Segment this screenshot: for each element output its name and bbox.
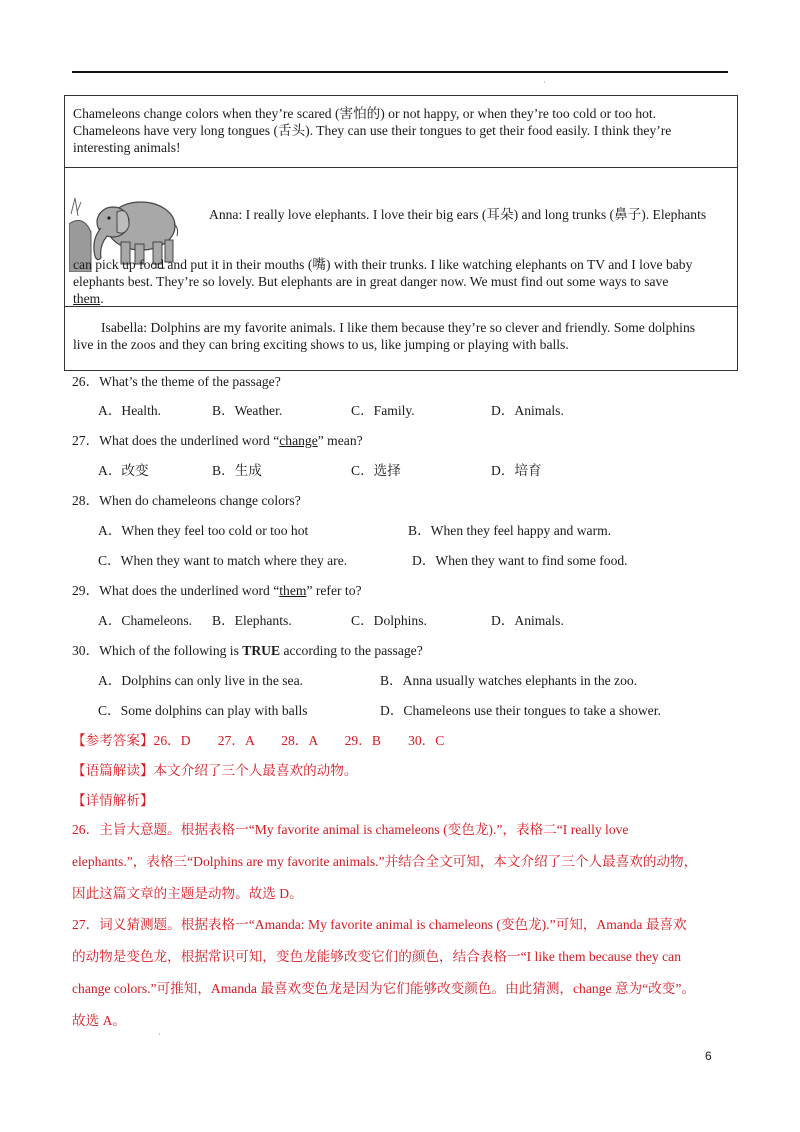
question-27	[72, 432, 363, 449]
option-26-a[interactable]: A．Health.	[98, 403, 162, 418]
bold-word-true: TRUE	[242, 643, 281, 658]
option-29-a[interactable]: A．Chameleons.	[98, 613, 193, 628]
reference-answers: 【参考答案】26．D 27．A 28．A 29．B 30．C	[72, 733, 445, 748]
passage-line: elephants best. They’re so lovely. But elephants are in great danger now. We must find out some ways to save	[73, 274, 669, 289]
option-26-d[interactable]: D．Animals.	[491, 403, 564, 418]
passage-line: Chameleons have very long tongues (舌头). They can use their tongues to get their food easily. I think they’re	[73, 123, 672, 138]
option-28-b[interactable]: B．When they feel happy and warm.	[408, 523, 612, 538]
passage-line: Anna: I really love elephants. I love their big ears (耳朵) and long trunks (鼻子). Elephants	[209, 207, 707, 222]
passage-line	[73, 319, 729, 336]
option-30-d[interactable]: D．Chameleons use their tongues to take a shower.	[380, 703, 661, 718]
question-30	[72, 642, 423, 659]
option-30-b[interactable]: B．Anna usually watches elephants in the zoo.	[380, 673, 638, 688]
passage-cell-dolphins	[65, 306, 737, 370]
passage-line: Chameleons change colors when they’re scared (害怕的) or not happy, or when they’re too cold or too hot.	[73, 106, 657, 121]
option-26-c[interactable]: C．Family.	[351, 403, 415, 418]
option-29-b[interactable]: B．Elephants.	[212, 613, 292, 628]
question-28: 28．When do chameleons change colors?	[72, 493, 301, 508]
passage-cell-elephants	[65, 167, 737, 306]
passage-line: live in the zoos and they can bring exciting shows to us, like jumping or playing with balls.	[73, 337, 569, 352]
option-29-c[interactable]: C．Dolphins.	[351, 613, 427, 628]
question-text: ” refer to?	[306, 583, 362, 598]
explanation-26: 因此这篇文章的主题是动物。故选 D。	[72, 886, 303, 901]
scan-dot: ·	[543, 78, 546, 87]
option-30-c[interactable]: C．Some dolphins can play with balls	[98, 703, 308, 718]
explanation-26: 26．主旨大意题。根据表格一“My favorite animal is chameleons (变色龙).”，表格二“I really love	[72, 822, 629, 837]
explanation-27: 27．词义猜测题。根据表格一“Amanda: My favorite animal is chameleons (变色龙).”可知，Amanda 最喜欢	[72, 917, 687, 932]
page-number: 6	[705, 1049, 712, 1063]
explanation-27: 的动物是变色龙，根据常识可知，变色龙能够改变它们的颜色，结合表格一“I like them because they can	[72, 949, 681, 964]
underlined-word-them: them	[73, 291, 101, 306]
option-28-a[interactable]: A．When they feel too cold or too hot	[98, 523, 309, 538]
question-29	[72, 582, 362, 599]
passage-text: Isabella: Dolphins are my favorite animals. I like them because they’re so clever and friendly. Some dolphins	[101, 320, 696, 335]
option-26-b[interactable]: B．Weather.	[212, 403, 283, 418]
underlined-word-them: them	[279, 583, 307, 598]
option-27-d[interactable]: D．培育	[491, 463, 542, 478]
option-29-d[interactable]: D．Animals.	[491, 613, 564, 628]
question-text: 27．What does the underlined word “	[72, 433, 280, 448]
option-27-a[interactable]: A．改变	[98, 463, 149, 478]
passage-line: can pick up food and put it in their mouths (嘴) with their trunks. I like watching elephants on TV and I love baby	[73, 257, 693, 272]
option-28-d[interactable]: D．When they want to find some food.	[412, 553, 628, 568]
option-27-b[interactable]: B．生成	[212, 463, 262, 478]
passage-line	[73, 290, 729, 307]
passage-line: interesting animals!	[73, 140, 181, 155]
question-26: 26．What’s the theme of the passage?	[72, 374, 281, 389]
passage-continuation	[73, 256, 729, 307]
question-text: ” mean?	[317, 433, 363, 448]
passage-interpretation: 【语篇解读】本文介绍了三个人最喜欢的动物。	[72, 763, 358, 778]
passage-cell-chameleons	[65, 96, 737, 167]
explanation-27: change colors.”可推知，Amanda 最喜欢变色龙是因为它们能够改变颜色。由此猜测，change 意为“改变”。	[72, 981, 695, 996]
header-rule	[72, 71, 728, 73]
explanation-26: elephants.”，表格三“Dolphins are my favorite animals.”并结合全文可知，本文介绍了三个人最喜欢的动物，	[72, 854, 698, 869]
option-30-a[interactable]: A．Dolphins can only live in the sea.	[98, 673, 304, 688]
option-27-c[interactable]: C．选择	[351, 463, 401, 478]
scan-dot: ·	[158, 1030, 161, 1039]
option-28-c[interactable]: C．When they want to match where they are.	[98, 553, 348, 568]
passage-table	[64, 95, 738, 371]
period: .	[100, 291, 104, 306]
detailed-analysis-title: 【详情解析】	[72, 793, 154, 808]
explanation-27: 故选 A。	[72, 1013, 126, 1028]
underlined-word-change: change	[279, 433, 318, 448]
question-text: 30．Which of the following is	[72, 643, 243, 658]
question-text: 29．What does the underlined word “	[72, 583, 280, 598]
question-text: according to the passage?	[280, 643, 423, 658]
